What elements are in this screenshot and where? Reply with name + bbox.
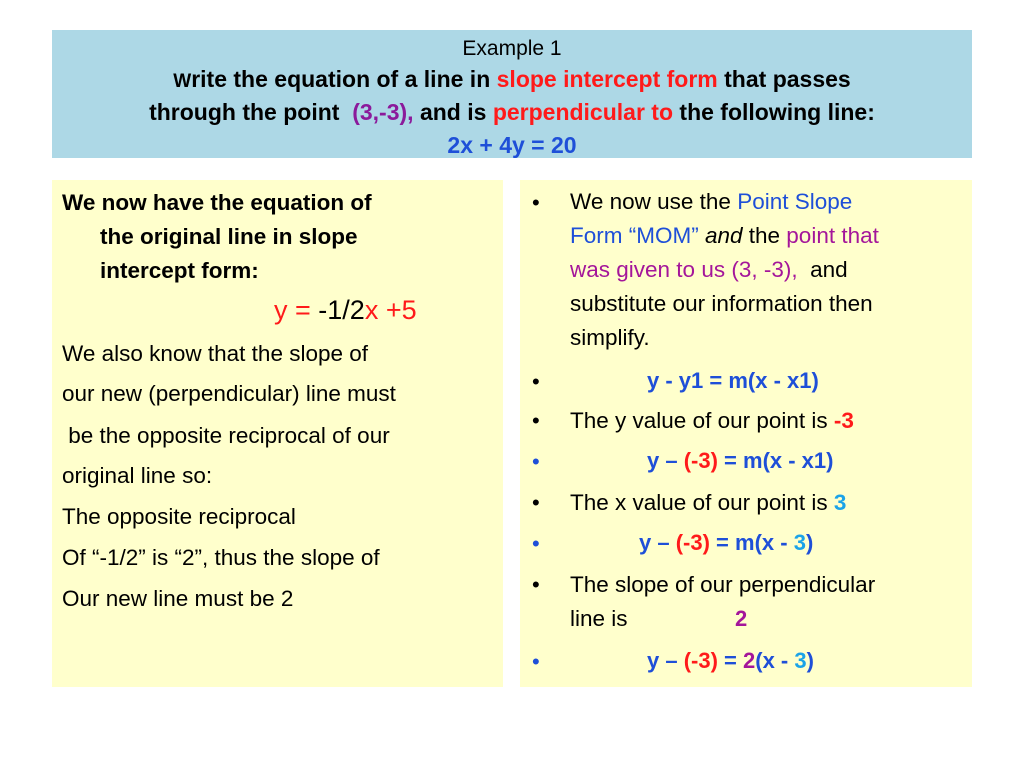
and-italic: and — [704, 223, 743, 248]
explanation-line: We also know that the slope of — [62, 341, 369, 366]
intro-line: We now have the equation of — [62, 190, 372, 215]
title-text: through the point — [149, 99, 353, 125]
bullet-text: substitute our information then — [570, 291, 873, 316]
bullet-icon: • — [532, 531, 540, 556]
x-value: 3 — [833, 490, 847, 515]
bullet-icon: • — [532, 572, 540, 597]
point-slope-highlight: Point Slope — [737, 189, 853, 214]
title-text: that passes — [717, 66, 851, 92]
bullet-icon: • — [532, 408, 540, 433]
bullet-text: The slope of our perpendicular — [570, 572, 876, 597]
bullet-icon: • — [532, 490, 540, 515]
y-value: -3 — [833, 408, 854, 433]
substitution-step-2: y – (-3) = m(x - 3) — [639, 530, 814, 555]
explanation-line: be the opposite reciprocal of our — [62, 423, 390, 448]
bullet-icon: • — [532, 190, 540, 215]
slope-intercept-highlight: slope intercept form — [496, 66, 718, 92]
explanation-line: Of “-1/2” is “2”, thus the slope of — [62, 545, 380, 570]
explanation-line: our new (perpendicular) line must — [62, 381, 396, 406]
bullet-icon: • — [532, 369, 540, 394]
eq-y: y = — [274, 295, 311, 325]
eq-intercept: +5 — [378, 295, 417, 325]
title-text: and is — [413, 99, 493, 125]
eq-slope: -1/2 — [310, 295, 365, 325]
point-slope-formula: y - y1 = m(x - x1) — [647, 368, 819, 393]
point-highlight: point that — [786, 223, 879, 248]
intro-line: the original line in slope — [100, 224, 358, 249]
title-initial: W — [173, 71, 192, 92]
mom-highlight: Form “MOM” — [570, 223, 705, 248]
point-highlight: was given to us (3, -3), — [570, 257, 798, 282]
bullet-text: The x value of our point is 3 — [570, 490, 847, 515]
eq-x: x — [364, 295, 379, 325]
bullet-icon: • — [532, 649, 540, 674]
bullet-text: simplify. — [570, 325, 650, 350]
intro-line: intercept form: — [100, 258, 259, 283]
bullet-text: was given to us (3, -3), and — [570, 257, 848, 282]
bullet-text: Form “MOM” and the point that — [570, 223, 879, 248]
explanation-line: The opposite reciprocal — [62, 504, 296, 529]
substitution-step-1: y – (-3) = m(x - x1) — [647, 448, 834, 473]
title-text: rite the equation of a line in — [191, 66, 497, 92]
title-box — [52, 30, 972, 158]
original-equation: 2x + 4y = 20 — [447, 132, 577, 158]
title-line-2 — [52, 97, 972, 127]
right-bullet-panel — [520, 180, 972, 687]
final-equation: y – (-3) = 2(x - 3) — [647, 648, 814, 673]
bullet-text: line is — [570, 606, 628, 631]
slope-intercept-equation — [274, 293, 417, 327]
title-line-1 — [52, 64, 972, 97]
explanation-line: Our new line must be 2 — [62, 586, 294, 611]
left-text-panel — [52, 180, 503, 687]
slope-value: 2 — [735, 606, 748, 631]
explanation-line: original line so: — [62, 463, 213, 488]
bullet-text: The y value of our point is -3 — [570, 408, 854, 433]
bullet-icon: • — [532, 449, 540, 474]
example-label: Example 1 — [462, 37, 562, 60]
title-text: the following line: — [673, 99, 875, 125]
given-point: (3,-3), — [352, 99, 414, 125]
perpendicular-highlight: perpendicular to — [492, 99, 674, 125]
bullet-text: We now use the Point Slope — [570, 189, 853, 214]
